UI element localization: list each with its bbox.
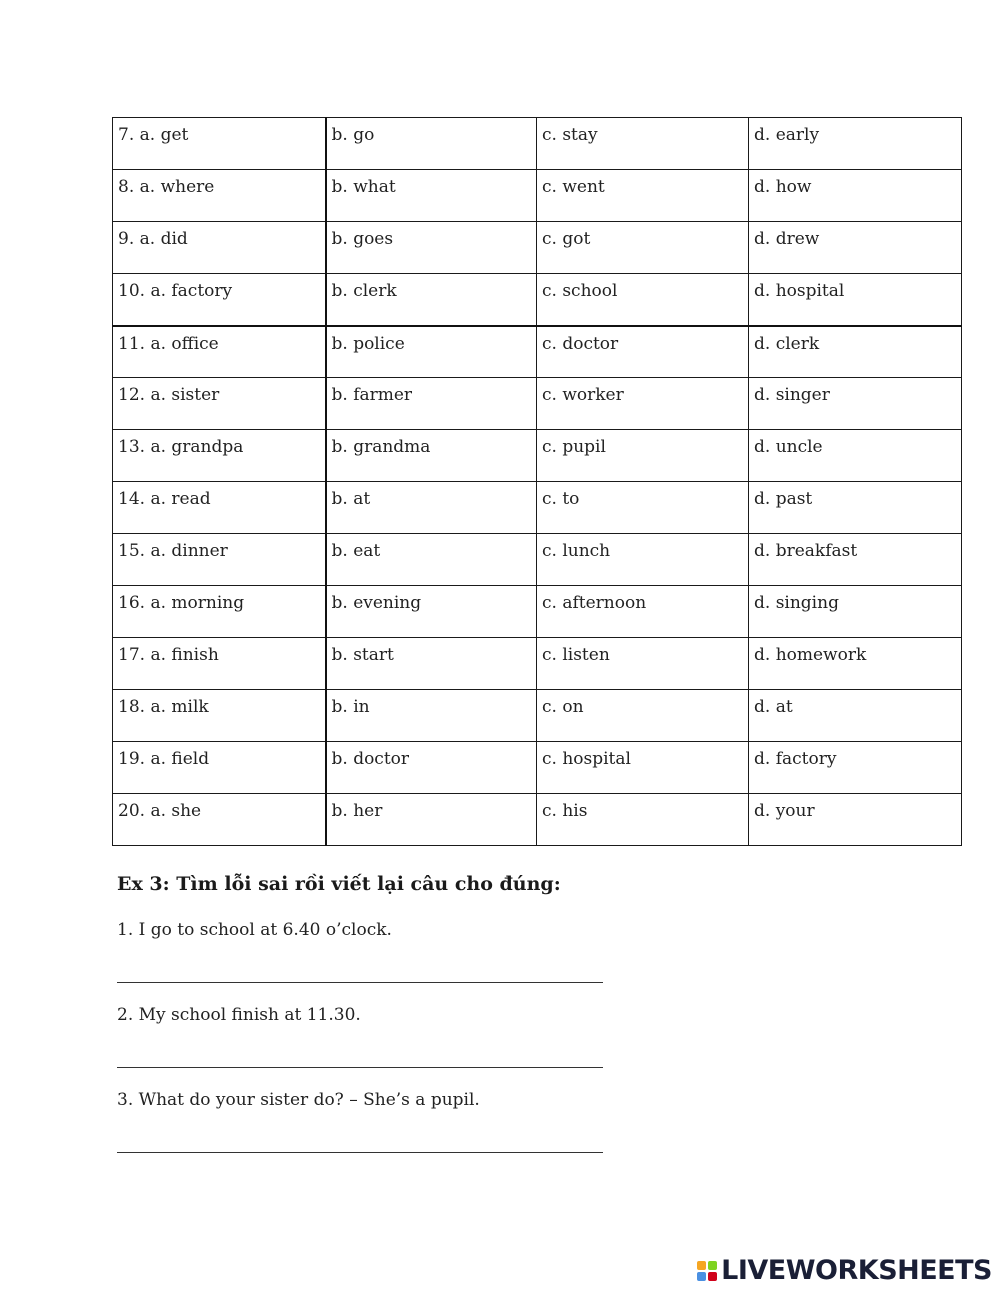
table-cell: 17. a. finish (113, 638, 326, 690)
table-cell: 7. a. get (113, 118, 326, 170)
table-row (113, 222, 962, 274)
table-row (113, 794, 962, 846)
table-cell: b. her (326, 794, 537, 846)
table-cell: d. clerk (749, 326, 962, 378)
table-cell: d. drew (749, 222, 962, 274)
table-cell: d. past (749, 482, 962, 534)
brand-name: LIVEWORKSHEETS (721, 1255, 992, 1286)
table-cell: c. got (537, 222, 749, 274)
exercise-3-question-3: 3. What do your sister do? – She’s a pupil. (117, 1090, 480, 1110)
table-cell: c. stay (537, 118, 749, 170)
table-row (113, 430, 962, 482)
exercise-3-question-1: 1. I go to school at 6.40 o’clock. (117, 920, 392, 940)
table-cell: c. hospital (537, 742, 749, 794)
answer-line-2[interactable] (117, 1067, 603, 1068)
table-cell: b. in (326, 690, 537, 742)
table-cell: c. school (537, 274, 749, 326)
logo-square-4 (708, 1272, 717, 1281)
table-row (113, 378, 962, 430)
table-cell: 11. a. office (113, 326, 326, 378)
table-cell: d. singer (749, 378, 962, 430)
table-cell: d. your (749, 794, 962, 846)
table-cell: c. to (537, 482, 749, 534)
table-cell: b. go (326, 118, 537, 170)
table-cell: d. hospital (749, 274, 962, 326)
table-cell: d. singing (749, 586, 962, 638)
table-cell: c. pupil (537, 430, 749, 482)
table-cell: d. uncle (749, 430, 962, 482)
table-cell: d. at (749, 690, 962, 742)
table-row (113, 482, 962, 534)
table-row (113, 326, 962, 378)
exercise-3-heading: Ex 3: Tìm lỗi sai rồi viết lại câu cho đúng: (117, 873, 561, 895)
table-cell: 15. a. dinner (113, 534, 326, 586)
table-cell: 18. a. milk (113, 690, 326, 742)
table-cell: d. how (749, 170, 962, 222)
liveworksheets-logo-icon (697, 1261, 717, 1281)
table-row (113, 170, 962, 222)
answer-line-3[interactable] (117, 1152, 603, 1153)
vocabulary-table-body (113, 118, 962, 846)
table-cell: c. afternoon (537, 586, 749, 638)
table-cell: d. early (749, 118, 962, 170)
table-row (113, 638, 962, 690)
liveworksheets-brand (697, 1255, 992, 1286)
table-cell: b. farmer (326, 378, 537, 430)
table-row (113, 586, 962, 638)
table-row (113, 118, 962, 170)
table-cell: b. grandma (326, 430, 537, 482)
logo-square-2 (708, 1261, 717, 1270)
table-cell: 12. a. sister (113, 378, 326, 430)
table-cell: b. start (326, 638, 537, 690)
table-cell: 16. a. morning (113, 586, 326, 638)
exercise-3-question-2: 2. My school finish at 11.30. (117, 1005, 361, 1025)
table-cell: d. factory (749, 742, 962, 794)
logo-square-3 (697, 1272, 706, 1281)
table-cell: 19. a. field (113, 742, 326, 794)
table-cell: c. his (537, 794, 749, 846)
table-row (113, 274, 962, 326)
table-cell: c. doctor (537, 326, 749, 378)
table-cell: 13. a. grandpa (113, 430, 326, 482)
table-cell: b. what (326, 170, 537, 222)
table-row (113, 742, 962, 794)
table-cell: 14. a. read (113, 482, 326, 534)
table-cell: b. police (326, 326, 537, 378)
table-row (113, 534, 962, 586)
table-cell: b. at (326, 482, 537, 534)
table-row (113, 690, 962, 742)
table-cell: b. eat (326, 534, 537, 586)
vocabulary-table (112, 117, 962, 846)
table-cell: 9. a. did (113, 222, 326, 274)
table-cell: 20. a. she (113, 794, 326, 846)
table-cell: b. goes (326, 222, 537, 274)
table-cell: c. on (537, 690, 749, 742)
table-cell: 10. a. factory (113, 274, 326, 326)
table-cell: 8. a. where (113, 170, 326, 222)
table-cell: c. went (537, 170, 749, 222)
table-cell: d. homework (749, 638, 962, 690)
table-cell: c. worker (537, 378, 749, 430)
table-cell: b. clerk (326, 274, 537, 326)
table-cell: b. doctor (326, 742, 537, 794)
table-cell: b. evening (326, 586, 537, 638)
table-cell: d. breakfast (749, 534, 962, 586)
answer-line-1[interactable] (117, 982, 603, 983)
table-cell: c. lunch (537, 534, 749, 586)
table-cell: c. listen (537, 638, 749, 690)
logo-square-1 (697, 1261, 706, 1270)
